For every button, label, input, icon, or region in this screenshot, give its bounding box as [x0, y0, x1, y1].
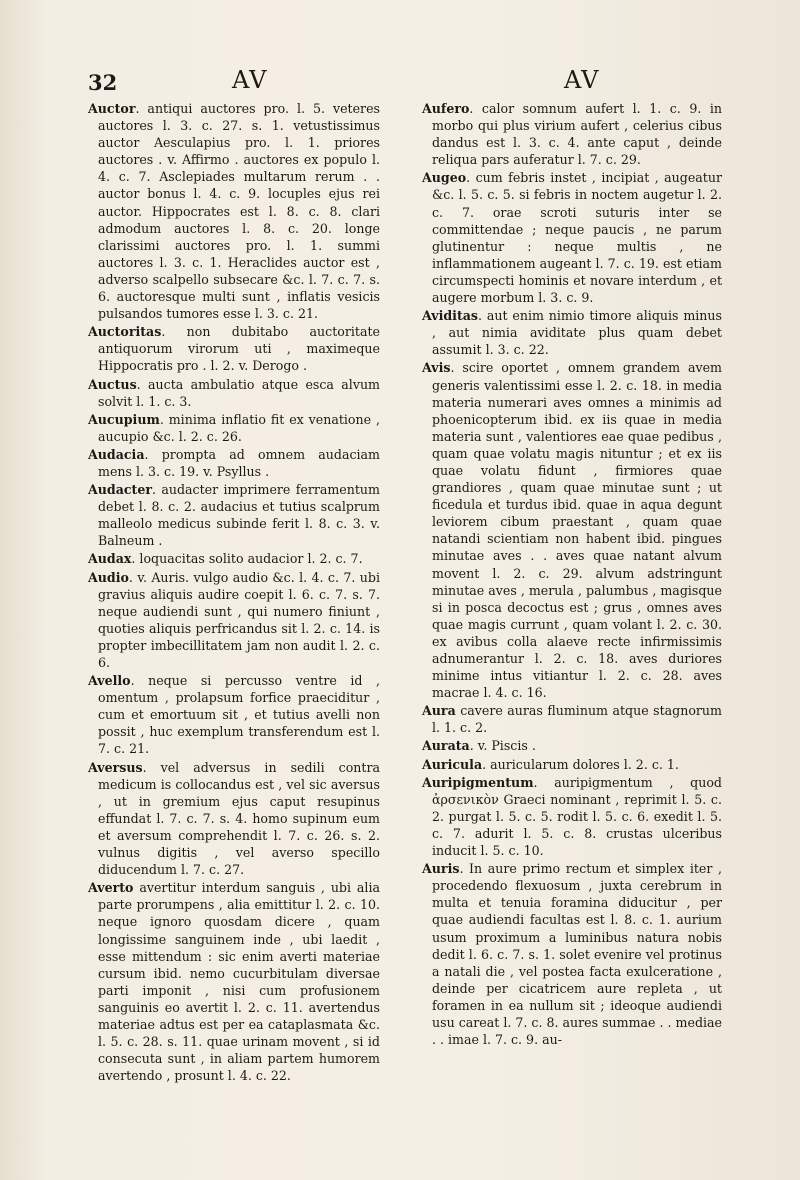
dictionary-entry	[422, 737, 722, 754]
dictionary-entry	[88, 569, 380, 672]
entry-headword: Avis	[422, 360, 451, 376]
entry-text: . v. Auris. vulgo audio &c. l. 4. c. 7. ubi gravius aliquis audire coepit l. 6. c. 7. s. 7. neque audiendi sunt , qui numero finiunt , quoties aliquis perfricandus sit l. 2. c. 14. is propter imbecillitatem jam non audit l. 2. c. 6.	[98, 569, 380, 670]
dictionary-entry	[88, 672, 380, 757]
dictionary-entry	[88, 411, 380, 445]
dictionary-entry	[422, 100, 722, 168]
entry-headword: Audacia	[88, 446, 145, 462]
running-head-left: AV	[232, 66, 268, 94]
entry-text: . neque si percusso ventre id , omentum , prolapsum forfice praeciditur , cum et emortuum sit , et tutius avelli non possit , huc exemplum transferendum est l. 7. c. 21.	[98, 673, 380, 757]
entry-text: . In aure primo rectum et simplex iter , procedendo flexuosum , juxta cerebrum in multa et tenuia foramina diducitur , per quae audiendi facultas est l. 8. c. 1. aurium usum proximum a luminibus natura nobis dedit l. 6. c. 7. s. 1. solet evenire vel protinus a natali die , vel postea facta exulceratione , deinde per cicatricem aure repleta , ut foramen in ea nullum sit ; ideoque audiendi usu careat l. 7. c. 8. aures summae . . mediae . . imae l. 7. c. 9. au-	[432, 861, 722, 1048]
entry-text: . non dubitabo auctoritate antiquorum virorum uti , maximeque Hippocratis pro . l. 2. v. Derogo .	[98, 324, 380, 374]
entry-headword: Auctoritas	[88, 324, 162, 340]
entry-headword: Avello	[88, 673, 131, 689]
entry-headword: Auricula	[422, 756, 483, 772]
dictionary-entry	[422, 702, 722, 736]
right-column	[422, 100, 722, 1049]
dictionary-entry	[422, 169, 722, 306]
dictionary-entry	[422, 756, 722, 773]
left-column	[88, 100, 380, 1085]
dictionary-entry	[422, 774, 722, 859]
entry-headword: Audax	[88, 551, 132, 567]
entry-headword: Aversus	[88, 759, 143, 775]
page-number: 32	[88, 70, 118, 95]
dictionary-entry	[88, 481, 380, 549]
entry-text: . antiqui auctores pro. l. 5. veteres auctores l. 3. c. 27. s. 1. vetustissimus auctor Aesculapius pro. l. 1. priores auctores . v. Affirmo . auctores ex populo l. 4. c. 7. Asclepiades multarum rerum . . auctor bonus l. 4. c. 9. locuples ejus rei auctor. Hippocrates est l. 8. c. 8. clari admodum auctores l. 8. c. 20. longe clarissimi auctores pro. l. 1. summi auctores l. 3. c. 1. Heraclides auctor est , adverso scalpello subsecare &c. l. 7. c. 7. s. 6. auctoresque multi sunt , inflatis vesicis pulsandos tumores esse l. 3. c. 21.	[98, 101, 380, 322]
entry-headword: Audio	[88, 569, 129, 585]
entry-text: . cum febris instet , incipiat , augeatur &c. l. 5. c. 5. si febris in noctem augetur l. 2. c. 7. orae scroti suturis inter se committendae ; neque paucis , ne parum glutinentur : neque multis , ne inflammationem augeant l. 7. c. 19. est etiam circumspecti hominis et novare interdum , et augere morbum l. 3. c. 9.	[432, 170, 722, 306]
dictionary-entry	[422, 359, 722, 701]
entry-headword: Aura	[422, 703, 456, 719]
entry-text: . loquacitas solito audacior l. 2. c. 7.	[131, 551, 363, 567]
entry-text: . vel adversus in sedili contra medicum is collocandus est , vel sic aversus , ut in gremium ejus caput resupinus effundat l. 7. c. 7. s. 4. homo supinum eum et aversum comprehendit l. 7. c. 26. s. 2. vulnus digitis , vel averso specillo diducendum l. 7. c. 27.	[98, 759, 380, 878]
entry-text: . aut enim nimio timore aliquis minus , aut nimia aviditate plus quam debet assumit l. 3. c. 22.	[432, 308, 722, 358]
entry-headword: Averto	[88, 880, 134, 896]
dictionary-entry	[422, 860, 722, 1048]
dictionary-entry	[88, 100, 380, 322]
entry-headword: Aviditas	[422, 308, 479, 324]
entry-headword: Augeo	[422, 170, 467, 186]
dictionary-entry	[88, 446, 380, 480]
dictionary-entry	[88, 323, 380, 374]
running-head-right: AV	[564, 66, 600, 94]
dictionary-entry	[88, 376, 380, 410]
entry-headword: Aucupium	[88, 411, 160, 427]
entry-text: . minima inflatio fit ex venatione , aucupio &c. l. 2. c. 26.	[98, 411, 380, 444]
entry-headword: Aufero	[422, 101, 470, 116]
dictionary-entry	[88, 550, 380, 567]
entry-headword: Auctor	[88, 101, 136, 116]
dictionary-entry	[422, 307, 722, 358]
entry-headword: Auctus	[88, 376, 137, 392]
entry-text: . prompta ad omnem audaciam mens l. 3. c. 19. v. Psyllus .	[98, 446, 380, 479]
entry-headword: Auripigmentum	[422, 774, 534, 790]
page-header	[0, 66, 800, 96]
entry-text: . scire oportet , omnem grandem avem generis valentissimi esse l. 2. c. 18. in media materia numerari aves omnes a minimis ad phoenicopterum ibid. ex iis quae in media materia sunt , valentiores eae quae pedibus , quam quae volatu magis nituntur ; et ex iis quae volatu fidunt , firmiores quae grandiores , quam quae minutae sunt ; ut ficedula et turdus ibid. quae in aqua degunt leviorem cibum praestant , quam quae natandi scientiam non habent ibid. pingues minutae aves . . aves quae natant alvum movent l. 2. c. 29. alvum adstringunt minutae aves , merula , palumbus , magisque si in posca decoctus est ; grus , omnes aves quae magis currunt , quam volant l. 2. c. 30. ex avibus colla alaeve recte infirmissimis adnumerantur l. 2. c. 18. aves duriores minime intus vitiantur l. 2. c. 28. aves macrae l. 4. c. 16.	[432, 360, 722, 701]
dictionary-entry	[88, 879, 380, 1084]
entry-headword: Aurata	[422, 738, 470, 754]
entry-text: avertitur interdum sanguis , ubi alia parte prorumpens , alia emittitur l. 2. c. 10. neque ignoro quosdam dicere , quam longissime sanguinem inde , ubi laedit , esse mittendum : sic enim averti materiae cursum ibid. nemo cucurbitulam diversae parti imponit , nisi cum profusionem sanguinis eo avertit l. 2. c. 11. avertendus materiae adtus est per ea cataplasmata &c. l. 5. c. 28. s. 11. quae urinam movent , si id consecuta sunt , in aliam partem humorem avertendo , prosunt l. 4. c. 22.	[98, 880, 380, 1084]
entry-text: cavere auras fluminum atque stagnorum l. 1. c. 2.	[432, 703, 722, 736]
entry-text: . aucta ambulatio atque esca alvum solvit l. 1. c. 3.	[98, 376, 380, 409]
entry-text: . auripigmentum , quod ἀρσενικὸν Graeci nominant , reprimit l. 5. c. 2. purgat l. 5. c. 5. rodit l. 5. c. 6. exedit l. 5. c. 7. adurit l. 5. c. 8. crustas ulceribus inducit l. 5. c. 10.	[432, 774, 722, 859]
entry-text: . auricularum dolores l. 2. c. 1.	[482, 756, 679, 772]
entry-text: . audacter imprimere ferramentum debet l. 8. c. 2. audacius et tutius scalprum malleolo medicus subinde ferit l. 8. c. 3. v. Balneum .	[98, 482, 380, 549]
dictionary-entry	[88, 759, 380, 879]
entry-headword: Auris	[422, 861, 460, 877]
entry-headword: Audacter	[88, 482, 153, 498]
entry-text: . calor somnum aufert l. 1. c. 9. in morbo qui plus virium aufert , celerius cibus dandus est l. 3. c. 4. ante caput , deinde reliqua pars auferatur l. 7. c. 29.	[432, 101, 722, 168]
entry-text: . v. Piscis .	[469, 738, 536, 754]
